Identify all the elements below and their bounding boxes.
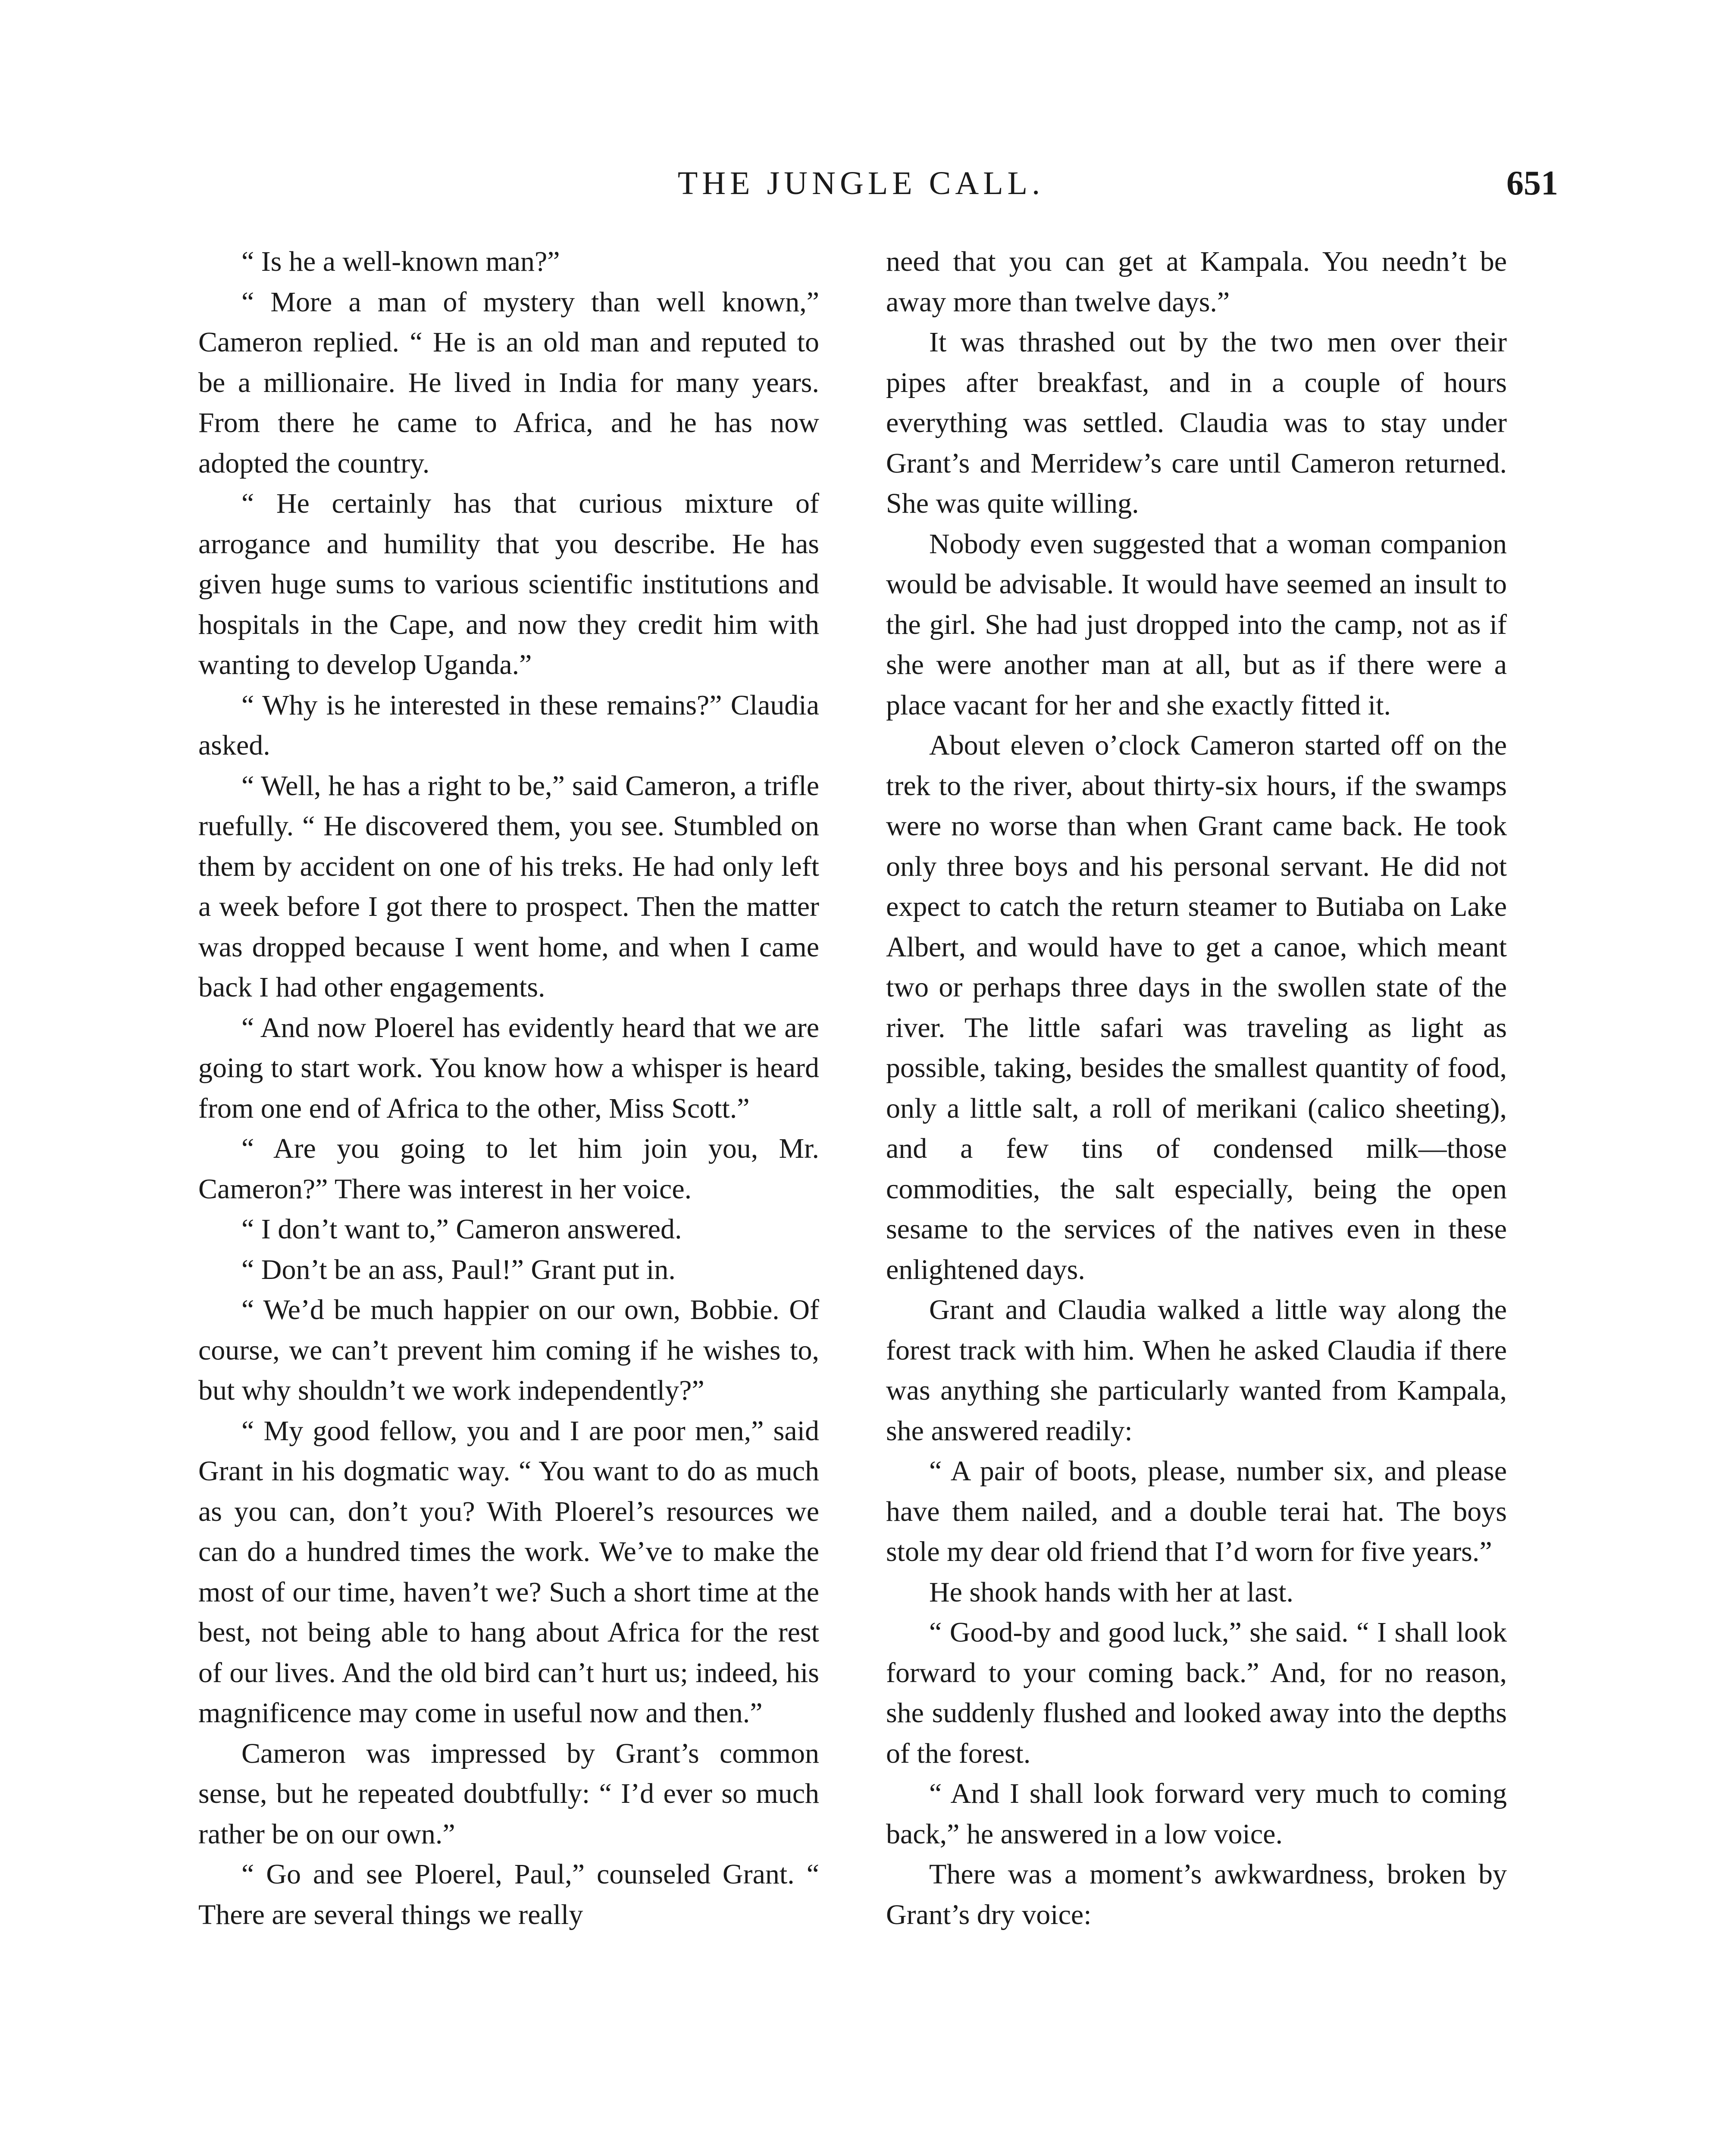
paragraph: There was a moment’s awkwardness, broken by Grant’s dry voice:: [886, 1858, 1507, 1930]
paragraph: “ Well, he has a right to be,” said Cameron, a trifle ruefully. “ He discovered them, you see. Stumbled on them by accident on one of his treks. He had only left a week before I got there to prospect. Then the matter was dropped because I went home, and when I came back I had other engagements.: [198, 770, 819, 1003]
paragraph: Nobody even suggested that a woman companion would be advisable. It would have seemed an insult to the girl. She had just dropped into the camp, not as if she were another man at all, but as if there were a place vacant for her and she exactly fitted it.: [886, 528, 1507, 721]
paragraph: “ And now Ploerel has evidently heard that we are going to start work. You know how a whisper is heard from one end of Africa to the other, Miss Scott.”: [198, 1012, 819, 1124]
paragraph: “ More a man of mystery than well known,” Cameron replied. “ He is an old man and reputed to be a millionaire. He lived in India for many years. From there he came to Africa, and he has now adopted the country.: [198, 286, 819, 479]
paragraph: “ And I shall look forward very much to coming back,” he answered in a low voice.: [886, 1778, 1507, 1850]
paragraph: “ We’d be much happier on our own, Bobbie. Of course, we can’t prevent him coming if he wishes to, but why shouldn’t we work independently?”: [198, 1294, 819, 1406]
running-title: THE JUNGLE CALL.: [677, 165, 1045, 201]
paragraph: “ Is he a well-known man?”: [241, 246, 560, 277]
left-column: [198, 241, 819, 1935]
paragraph: It was thrashed out by the two men over their pipes after breakfast, and in a couple of hours everything was settled. Claudia was to stay under Grant’s and Merridew’s care until Cameron returned. She was quite willing.: [886, 326, 1507, 519]
paragraph: Cameron was impressed by Grant’s common sense, but he repeated doubtfully: “ I’d ever so much rather be on our own.”: [198, 1737, 819, 1850]
paragraph: “ Good-by and good luck,” she said. “ I shall look forward to your coming back.” And, for no reason, she suddenly flushed and looked away into the depths of the forest.: [886, 1617, 1507, 1769]
page-number: 651: [1506, 164, 1558, 202]
paragraph: need that you can get at Kampala. You needn’t be away more than twelve days.”: [886, 246, 1507, 318]
paragraph: He shook hands with her at last.: [929, 1576, 1294, 1608]
paragraph: “ Don’t be an ass, Paul!” Grant put in.: [241, 1253, 676, 1285]
paragraph: “ A pair of boots, please, number six, and please have them nailed, and a double terai hat. The boys stole my dear old friend that I’d worn for five years.”: [886, 1455, 1507, 1567]
running-head: [0, 160, 1722, 207]
paragraph: “ My good fellow, you and I are poor men,” said Grant in his dogmatic way. “ You want to do as much as you can, don’t you? With Ploerel’s resources we can do a hundred times the work. We’ve to make the most of our time, haven’t we? Such a short time at the best, not being able to hang about Africa for the rest of our lives. And the old bird can’t hurt us; indeed, his magnificence may come in useful now and then.”: [198, 1415, 819, 1729]
paragraph: “ He certainly has that curious mixture of arrogance and humility that you describe. He has given huge sums to various scientific institutions and hospitals in the Cape, and now they credit him with wanting to develop Uganda.”: [198, 488, 819, 680]
paragraph: About eleven o’clock Cameron started off on the trek to the river, about thirty-six hours, if the swamps were no worse than when Grant came back. He took only three boys and his personal servant. He did not expect to catch the return steamer to Butiaba on Lake Albert, and would have to get a canoe, which meant two or perhaps three days in the swollen state of the river. The little safari was traveling as light as possible, taking, besides the smallest quantity of food, only a little salt, a roll of merikani (calico sheeting), and a few tins of condensed milk—those commodities, the salt especially, being the open sesame to the services of the natives even in these enlightened days.: [886, 730, 1507, 1285]
right-column: [886, 241, 1507, 1935]
paragraph: “ Why is he interested in these remains?” Claudia asked.: [198, 689, 819, 761]
paragraph: “ Go and see Ploerel, Paul,” counseled Grant. “ There are several things we really: [198, 1858, 819, 1930]
paragraph: “ Are you going to let him join you, Mr. Cameron?” There was interest in her voice.: [198, 1133, 819, 1205]
paragraph: “ I don’t want to,” Cameron answered.: [241, 1213, 682, 1245]
paragraph: Grant and Claudia walked a little way along the forest track with him. When he asked Claudia if there was anything she particularly wanted from Kampala, she answered readily:: [886, 1294, 1507, 1447]
